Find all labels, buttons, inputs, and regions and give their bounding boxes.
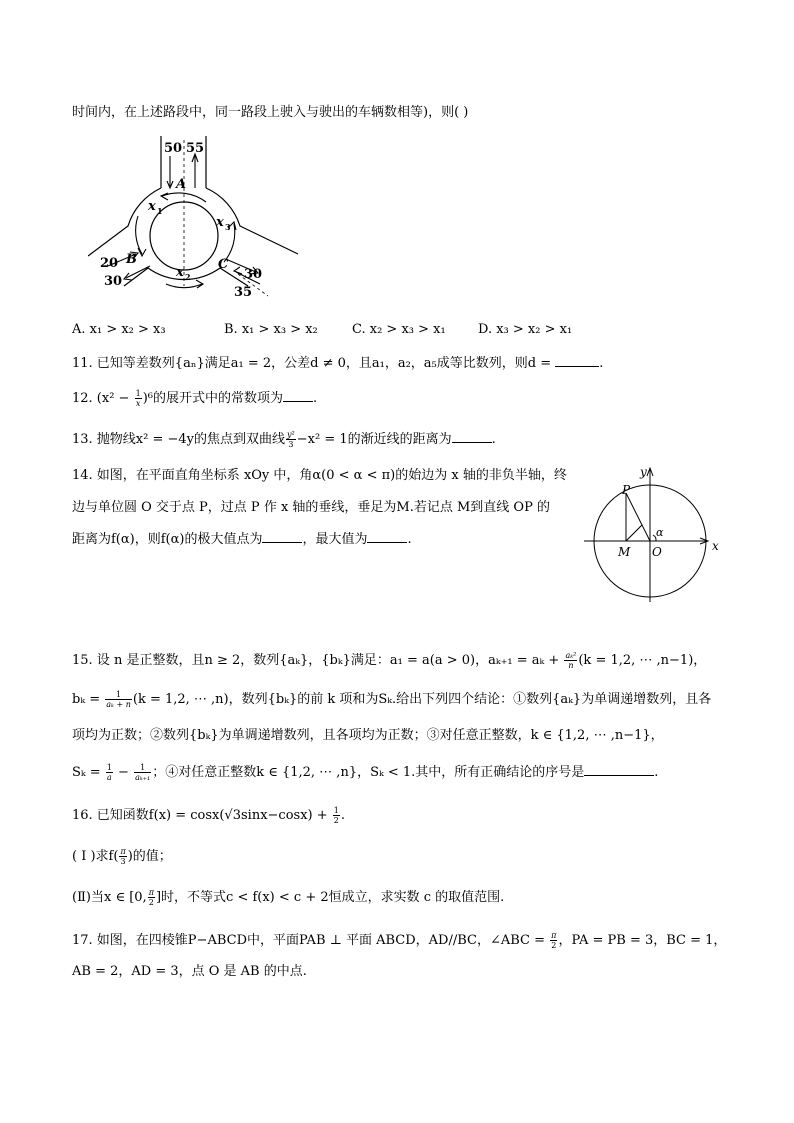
- left-out: 30: [104, 274, 123, 289]
- left-in: 20: [100, 256, 119, 271]
- question-17-line-1: 17. 如图，在四棱锥P−ABCD中，平面PAB ⊥ 平面 ABCD，AD//BC，∠ABC = $\frac{\pi}{2}$ ，PA = PB = 3，BC = 1，: [72, 931, 727, 950]
- top-flow-out: 55: [186, 141, 205, 156]
- question-15-line-1: 15. 设 n 是正整数，且n ≥ 2，数列{aₖ}，{bₖ}满足：a₁ = a(a > 0)，aₖ₊₁ = aₖ + $\frac{\text{aₖ²}}{n}$ (k = 1,2, ⋯ ,n−1)，: [72, 651, 707, 670]
- question-16-part-2: (Ⅱ)当x ∈ [0, $\frac{\pi}{2}$ ]时，不等式c < f(x) < c + 2恒成立，求实数 c 的取值范围.: [72, 888, 505, 907]
- label-x2-sub: 2: [185, 272, 191, 282]
- question-15-line-2: bₖ = $\frac{1}{\text{aₖ + n}}$ (k = 1,2, ⋯ ,n)，数列{bₖ}的前 k 项和为Sₖ.给出下列四个结论：①数列{aₖ}为单调递增数列，且各: [72, 690, 712, 709]
- label-a: A: [176, 177, 187, 192]
- question-14-line-1: 14. 如图，在平面直角坐标系 xOy 中，角α(0 < α < π)的始边为 x 轴的非负半轴，终: [72, 468, 567, 483]
- answer-blank[interactable]: [262, 530, 302, 543]
- question-17-line-2: AB = 2，AD = 3，点 O 是 AB 的中点.: [72, 964, 307, 979]
- fraction: $\frac{1}{\text{aₖ + n}}$: [106, 690, 131, 709]
- label-y: y: [640, 465, 647, 479]
- label-x: x: [712, 539, 719, 553]
- label-o: O: [652, 545, 662, 559]
- answer-blank[interactable]: [452, 430, 492, 443]
- unit-circle-figure: [584, 464, 724, 604]
- right-in: 30: [244, 267, 263, 282]
- label-m: M: [618, 545, 631, 559]
- fraction: $\frac{\pi}{2}$: [148, 888, 154, 907]
- fraction: $\frac{\text{y²}}{3}$: [287, 430, 295, 449]
- answer-blank[interactable]: [555, 354, 599, 367]
- option-c: C. x₂ > x₃ > x₁: [352, 322, 446, 337]
- question-12: 12. (x² − $\frac{1}{x}$ )⁶的展开式中的常数项为 .: [72, 389, 318, 408]
- option-a: A. x₁ > x₂ > x₃: [72, 322, 166, 337]
- label-p: P: [622, 483, 631, 497]
- label-x1: x: [148, 199, 156, 214]
- question-15-line-3: 项均为正数；②数列{bₖ}为单调递增数列，且各项均为正数；③对任意正整数，k ∈ {1,2, ⋯ ,n−1}，: [72, 728, 664, 743]
- intro-line: 时间内，在上述路段中，同一路段上驶入与驶出的车辆数相等)，则( ): [72, 105, 469, 120]
- label-x3-sub: 3: [225, 222, 231, 232]
- question-15-line-4: Sₖ = $\frac{1}{a}$ − $\frac{1}{\text{aₖ₊₁}}$ ；④对任意正整数k ∈ {1,2, ⋯ ,n}，Sₖ < 1.其中，所有正确结论的序号是 .: [72, 763, 659, 782]
- fraction: $\frac{1}{a}$: [106, 763, 112, 782]
- question-16-part-1: ( I )求f( $\frac{\pi}{3}$ )的值；: [72, 847, 172, 866]
- question-14-line-3: 距离为f(α)，则f(α)的极大值点为 ，最大值为 .: [72, 532, 412, 547]
- answer-blank[interactable]: [367, 530, 407, 543]
- answer-blank[interactable]: [584, 763, 654, 776]
- fraction: $\frac{1}{2}$: [333, 806, 339, 825]
- label-x1-sub: 1: [157, 206, 163, 216]
- question-13: 13. 抛物线x² = −4y的焦点到双曲线 $\frac{\text{y²}}{3}$ −x² = 1的渐近线的距离为 .: [72, 430, 496, 449]
- label-b: B: [126, 252, 137, 267]
- question-11: 11. 已知等差数列{aₙ}满足a₁ = 2，公差d ≠ 0，且a₁，a₂，a₅成等比数列，则d = .: [72, 356, 604, 371]
- option-b: B. x₁ > x₃ > x₂: [224, 322, 318, 337]
- top-flow-in: 50: [164, 141, 183, 156]
- fraction: $\frac{1}{\text{aₖ₊₁}}$: [135, 763, 151, 782]
- fraction: $\frac{1}{x}$: [135, 389, 141, 408]
- option-d: D. x₃ > x₂ > x₁: [478, 322, 573, 337]
- right-out: 35: [234, 285, 253, 300]
- fraction: $\frac{\pi}{3}$: [120, 847, 126, 866]
- answer-blank[interactable]: [283, 389, 313, 402]
- fraction: $\frac{\text{aₖ²}}{n}$: [565, 651, 577, 670]
- roundabout-diagram: [88, 136, 300, 304]
- question-14-line-2: 边与单位圆 O 交于点 P，过点 P 作 x 轴的垂线，垂足为M.若记点 M到直线 OP 的: [72, 500, 550, 515]
- fraction: $\frac{\pi}{2}$: [551, 931, 557, 950]
- label-x3: x: [216, 215, 224, 230]
- label-alpha: α: [656, 526, 664, 539]
- question-16-line-1: 16. 已知函数f(x) = cosx(√3sinx−cosx) + $\frac{1}{2}$ .: [72, 806, 345, 825]
- label-c: C: [218, 257, 229, 272]
- label-x2: x: [176, 265, 184, 280]
